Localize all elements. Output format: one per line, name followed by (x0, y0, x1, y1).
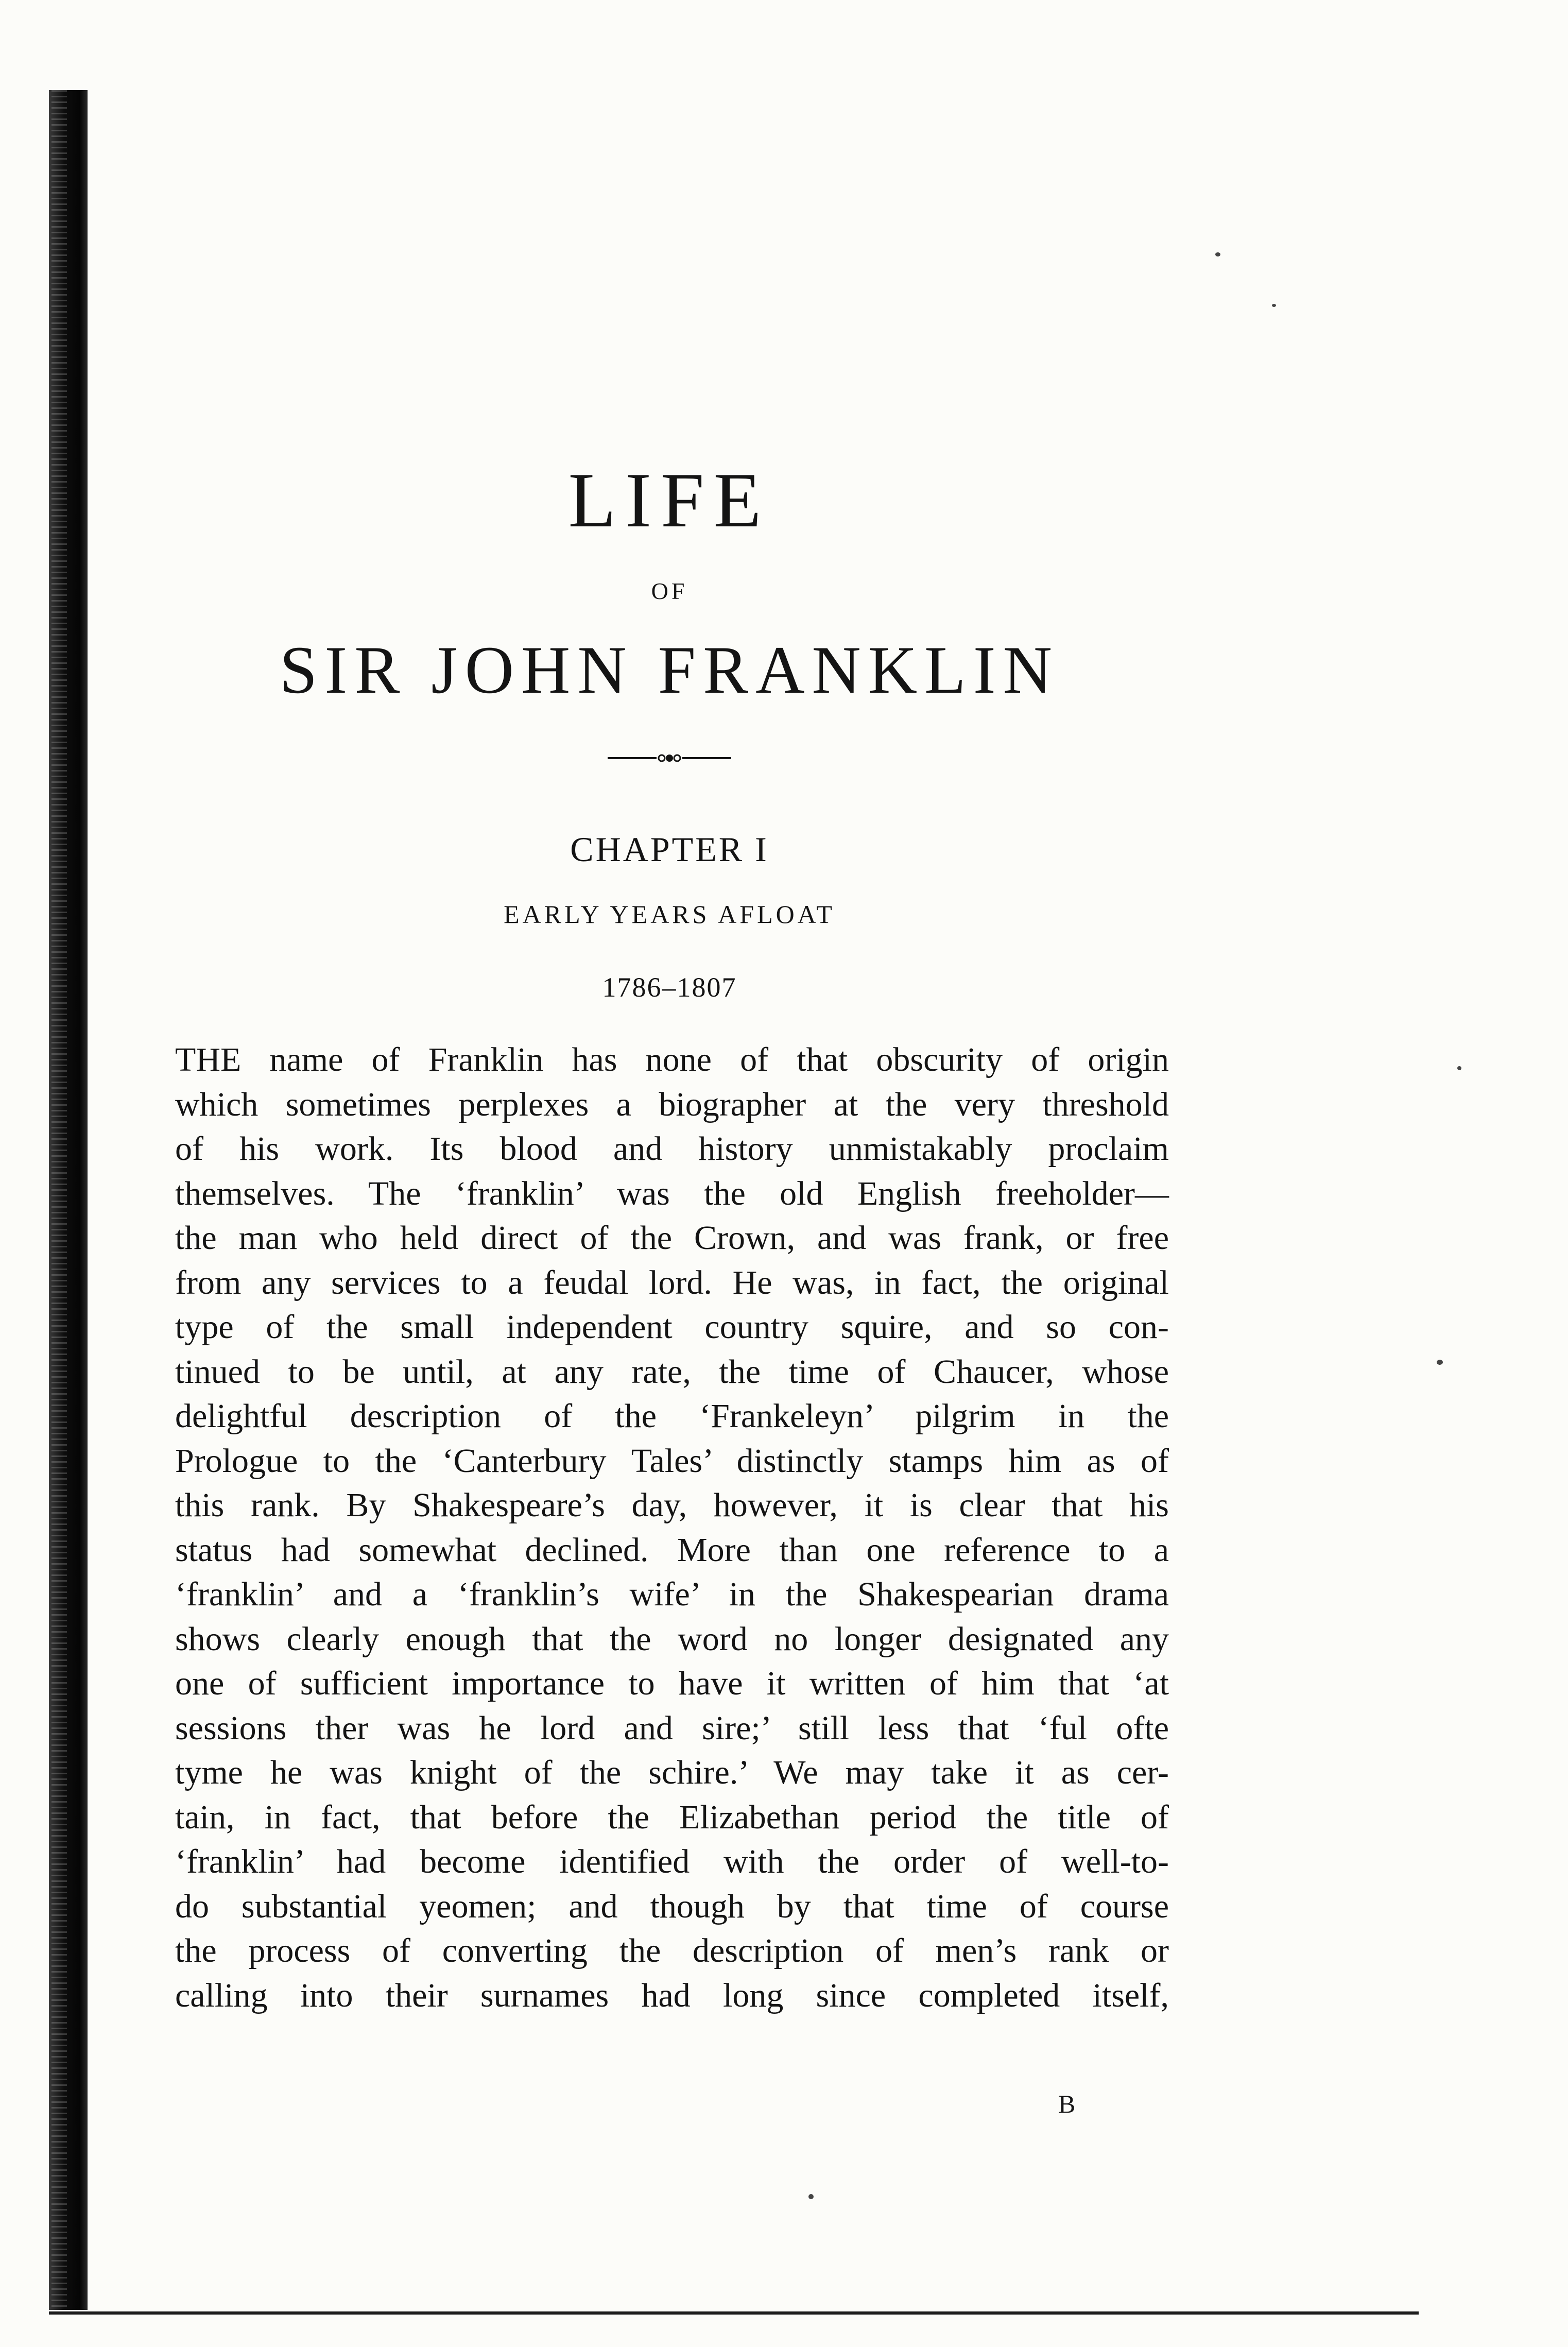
text-line: type of the small independent country squire, and so con- (175, 1308, 1169, 1346)
signature-mark: B (1058, 2089, 1076, 2118)
text-line: themselves. The ‘franklin’ was the old English freeholder— (175, 1174, 1169, 1212)
text-line: tain, in fact, that before the Elizabethan period the title of (175, 1798, 1169, 1836)
text-line: shows clearly enough that the word no longer designated any (175, 1620, 1169, 1658)
text-line: from any services to a feudal lord. He was, in fact, the original (175, 1263, 1169, 1301)
chapter-heading: CHAPTER I (570, 830, 769, 869)
text-line: the process of converting the description of men’s rank or (175, 1932, 1169, 1969)
text-line: calling into their surnames had long since completed itself, (175, 1976, 1169, 2014)
text-line: which sometimes perplexes a biographer at the very threshold (175, 1085, 1169, 1123)
paper-speck (1437, 1360, 1443, 1365)
text-line: do substantial yeomen; and though by that time of course (175, 1887, 1169, 1925)
text-line: ‘franklin’ and a ‘franklin’s wife’ in the Shakespearian drama (175, 1575, 1169, 1613)
text-line: tyme he was knight of the schire.’ We may take it as cer- (175, 1754, 1169, 1791)
title-ornament (608, 752, 731, 764)
binding-texture (51, 90, 67, 2310)
chapter-dates: 1786–1807 (602, 972, 737, 1003)
paper-speck (808, 2194, 814, 2199)
paper-speck (1272, 304, 1276, 307)
text-line: tinued to be until, at any rate, the time of Chaucer, whose (175, 1352, 1169, 1391)
chapter-title: EARLY YEARS AFLOAT (504, 900, 835, 929)
text-line: ‘franklin’ had become identified with the order of well-to- (175, 1843, 1169, 1880)
text-line: sessions ther was he lord and sire;’ still less that ‘ful ofte (175, 1709, 1169, 1747)
body-paragraph (175, 1038, 1169, 2018)
text-line: Prologue to the ‘Canterbury Tales’ distinctly stamps him as of (175, 1442, 1169, 1480)
text-line: THE name of Franklin has none of that obscurity of origin (175, 1041, 1169, 1078)
text-line: delightful description of the ‘Frankeleyn’ pilgrim in the (175, 1397, 1169, 1435)
paper-speck (1215, 252, 1220, 256)
text-line: of his work. Its blood and history unmistakably proclaim (175, 1130, 1169, 1168)
text-line: status had somewhat declined. More than one reference to a (175, 1531, 1169, 1569)
book-title-of: OF (651, 578, 688, 604)
book-title-life: LIFE (568, 457, 771, 543)
book-title-name: SIR JOHN FRANKLIN (279, 632, 1060, 708)
text-line: the man who held direct of the Crown, and was frank, or free (175, 1219, 1169, 1257)
paper-speck (1457, 1066, 1461, 1070)
bottom-page-edge (49, 2311, 1419, 2315)
text-line: one of sufficient importance to have it written of him that ‘at (175, 1665, 1169, 1702)
text-line: this rank. By Shakespeare’s day, however, it is clear that his (175, 1486, 1169, 1524)
